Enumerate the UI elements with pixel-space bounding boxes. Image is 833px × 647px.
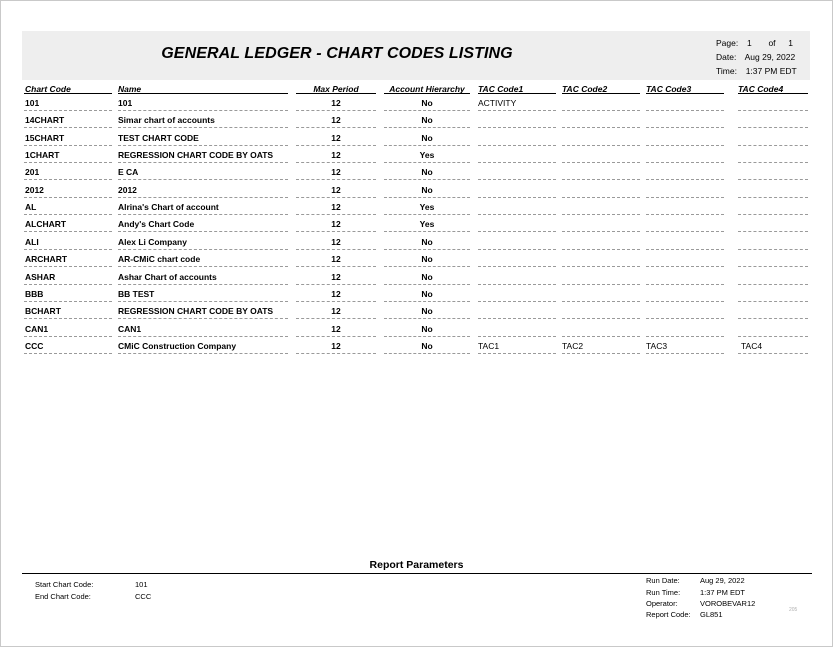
row-separator [296, 162, 376, 163]
row-separator [296, 301, 376, 302]
row-separator [562, 301, 640, 302]
report-code-label: Report Code: [646, 610, 691, 619]
chart-code-cell: 14CHART [25, 115, 65, 126]
row-separator [384, 301, 470, 302]
row-separator [738, 127, 808, 128]
row-separator [478, 145, 556, 146]
row-separator [562, 318, 640, 319]
end-chart-code-label: End Chart Code: [35, 592, 91, 601]
row-separator [118, 284, 288, 285]
chart-code-cell: CAN1 [25, 323, 49, 334]
row-separator [738, 284, 808, 285]
row-separator [646, 145, 724, 146]
tac-code4-cell: TAC4 [741, 340, 763, 351]
max-period-cell: 12 [331, 254, 341, 265]
account-hierarchy-cell: No [421, 323, 433, 334]
row-separator [24, 197, 112, 198]
header-underline [738, 93, 808, 94]
row-separator [738, 249, 808, 250]
chart-name-cell: REGRESSION CHART CODE BY OATS [118, 150, 274, 161]
account-hierarchy-cell: No [421, 288, 433, 299]
row-separator [24, 179, 112, 180]
row-separator [738, 266, 808, 267]
row-separator [646, 162, 724, 163]
row-separator [24, 231, 112, 232]
report-code-value: GL851 [700, 610, 723, 619]
row-separator [562, 162, 640, 163]
chart-name-cell: CMiC Construction Company [118, 340, 237, 351]
row-separator [118, 266, 288, 267]
row-separator [646, 214, 724, 215]
row-separator [384, 179, 470, 180]
row-separator [384, 127, 470, 128]
row-separator [24, 318, 112, 319]
row-separator [562, 231, 640, 232]
max-period-cell: 12 [331, 98, 341, 108]
row-separator [478, 127, 556, 128]
chart-name-cell: REGRESSION CHART CODE BY OATS [118, 306, 274, 317]
row-separator [478, 266, 556, 267]
row-separator [646, 318, 724, 319]
time-label: Time: [716, 66, 737, 76]
max-period-cell: 12 [331, 340, 341, 351]
row-separator [562, 145, 640, 146]
report-title: GENERAL LEDGER - CHART CODES LISTING [161, 45, 513, 62]
row-separator [646, 179, 724, 180]
row-separator [118, 214, 288, 215]
account-hierarchy-cell: No [421, 306, 433, 317]
date-info [716, 52, 795, 62]
chart-code-cell: ARCHART [25, 254, 68, 265]
header-underline [646, 93, 724, 94]
row-separator [24, 214, 112, 215]
table-row [0, 272, 833, 289]
row-separator [384, 145, 470, 146]
row-separator [24, 110, 112, 111]
account-hierarchy-cell: Yes [419, 202, 435, 213]
chart-code-cell: ASHAR [25, 271, 56, 282]
row-separator [384, 318, 470, 319]
row-separator [646, 336, 724, 337]
max-period-cell: 12 [331, 202, 341, 213]
chart-name-cell: TEST CHART CODE [118, 132, 199, 143]
row-separator [118, 110, 288, 111]
row-separator [562, 110, 640, 111]
account-hierarchy-cell: No [421, 115, 433, 126]
account-hierarchy-cell: No [421, 167, 433, 178]
row-separator [562, 249, 640, 250]
col-header-max-period: Max Period [313, 84, 359, 94]
account-hierarchy-cell: No [421, 340, 433, 351]
account-hierarchy-cell: No [421, 132, 433, 143]
max-period-cell: 12 [331, 184, 341, 195]
tac-code1-cell: ACTIVITY [478, 98, 517, 108]
max-period-cell: 12 [331, 115, 341, 126]
date-label: Date: [716, 52, 737, 62]
row-separator [738, 162, 808, 163]
row-separator [478, 162, 556, 163]
run-time-value: 1:37 PM EDT [700, 588, 746, 597]
max-period-cell: 12 [331, 271, 341, 282]
row-separator [24, 145, 112, 146]
chart-name-cell: Andy's Chart Code [118, 219, 195, 230]
row-separator [384, 231, 470, 232]
row-separator [738, 197, 808, 198]
row-separator [478, 336, 556, 337]
header-underline [478, 93, 556, 94]
row-separator [118, 179, 288, 180]
table-row [0, 341, 833, 358]
row-separator [384, 249, 470, 250]
chart-code-cell: BBB [25, 288, 44, 299]
account-hierarchy-cell: Yes [419, 150, 435, 161]
row-separator [24, 249, 112, 250]
table-row [0, 324, 833, 341]
row-separator [562, 179, 640, 180]
time-info [716, 66, 797, 76]
row-separator [646, 353, 724, 354]
chart-code-cell: 15CHART [25, 132, 65, 143]
end-chart-code-value: CCC [135, 592, 152, 601]
row-separator [646, 284, 724, 285]
chart-code-cell: BCHART [25, 306, 61, 317]
footnote-number: 205 [789, 607, 798, 613]
col-header-tac-code2: TAC Code2 [562, 84, 608, 94]
row-separator [118, 318, 288, 319]
start-chart-code-value: 101 [135, 580, 148, 589]
run-date-value: Aug 29, 2022 [700, 576, 745, 585]
row-separator [24, 284, 112, 285]
time-value: 1:37 PM EDT [745, 66, 797, 76]
row-separator [478, 301, 556, 302]
chart-name-cell: CAN1 [118, 323, 142, 334]
row-separator [646, 249, 724, 250]
table-row [0, 306, 833, 323]
run-time-label: Run Time: [646, 588, 681, 597]
table-row [0, 150, 833, 167]
page-total: 1 [788, 38, 794, 48]
row-separator [738, 145, 808, 146]
table-row [0, 219, 833, 236]
max-period-cell: 12 [331, 167, 341, 178]
max-period-cell: 12 [331, 150, 341, 161]
account-hierarchy-cell: No [421, 271, 433, 282]
account-hierarchy-cell: No [421, 184, 433, 195]
row-separator [296, 231, 376, 232]
chart-name-cell: Simar chart of accounts [118, 115, 215, 126]
row-separator [296, 353, 376, 354]
chart-name-cell: 101 [118, 98, 133, 108]
row-separator [646, 197, 724, 198]
max-period-cell: 12 [331, 306, 341, 317]
chart-code-cell: 201 [25, 167, 40, 178]
row-separator [118, 301, 288, 302]
chart-code-cell: 2012 [25, 184, 44, 195]
row-separator [738, 214, 808, 215]
table-row [0, 98, 833, 115]
max-period-cell: 12 [331, 323, 341, 334]
chart-code-cell: ALCHART [25, 219, 67, 230]
row-separator [478, 249, 556, 250]
row-separator [24, 301, 112, 302]
row-separator [24, 336, 112, 337]
row-separator [296, 214, 376, 215]
chart-code-cell: 101 [25, 98, 40, 108]
row-separator [478, 214, 556, 215]
report-parameters-divider [22, 573, 812, 574]
row-separator [118, 127, 288, 128]
tac-code2-cell: TAC2 [562, 340, 584, 351]
start-chart-code-label: Start Chart Code: [35, 580, 94, 589]
table-row [0, 185, 833, 202]
row-separator [646, 127, 724, 128]
row-separator [384, 353, 470, 354]
chart-code-cell: CCC [25, 340, 44, 351]
row-separator [562, 197, 640, 198]
row-separator [384, 162, 470, 163]
table-row [0, 115, 833, 132]
row-separator [646, 266, 724, 267]
chart-name-cell: BB TEST [118, 288, 155, 299]
row-separator [24, 127, 112, 128]
col-header-tac-code4: TAC Code4 [738, 84, 784, 94]
account-hierarchy-cell: No [421, 98, 433, 108]
row-separator [118, 145, 288, 146]
row-separator [646, 301, 724, 302]
row-separator [646, 231, 724, 232]
table-row [0, 202, 833, 219]
row-separator [296, 266, 376, 267]
operator-value: VOROBEVAR12 [700, 599, 756, 608]
operator-label: Operator: [646, 599, 678, 608]
col-header-tac-code3: TAC Code3 [646, 84, 692, 94]
row-separator [118, 231, 288, 232]
row-separator [738, 353, 808, 354]
account-hierarchy-cell: Yes [419, 219, 435, 230]
chart-name-cell: 2012 [118, 184, 137, 195]
row-separator [384, 110, 470, 111]
row-separator [24, 353, 112, 354]
row-separator [646, 110, 724, 111]
header-underline [296, 93, 376, 94]
row-separator [118, 249, 288, 250]
max-period-cell: 12 [331, 219, 341, 230]
row-separator [384, 284, 470, 285]
row-separator [118, 162, 288, 163]
page-number: 1 [746, 38, 752, 48]
chart-name-cell: Alex Li Company [118, 236, 187, 247]
chart-code-cell: ALI [25, 236, 39, 247]
row-separator [562, 127, 640, 128]
row-separator [296, 318, 376, 319]
row-separator [738, 179, 808, 180]
chart-code-cell: 1CHART [25, 150, 60, 161]
row-separator [562, 266, 640, 267]
row-separator [118, 197, 288, 198]
row-separator [296, 249, 376, 250]
col-header-account-hierarchy: Account Hierarchy [389, 84, 465, 94]
max-period-cell: 12 [331, 236, 341, 247]
date-value: Aug 29, 2022 [744, 52, 796, 62]
col-header-chart-code: Chart Code [25, 84, 71, 94]
table-row [0, 167, 833, 184]
chart-name-cell: AR-CMiC chart code [118, 254, 201, 265]
table-row [0, 237, 833, 254]
row-separator [296, 179, 376, 180]
row-separator [738, 110, 808, 111]
row-separator [738, 318, 808, 319]
row-separator [478, 231, 556, 232]
row-separator [478, 284, 556, 285]
chart-code-cell: AL [25, 202, 37, 213]
page-info [716, 38, 793, 48]
chart-name-cell: Alrina's Chart of account [118, 202, 219, 213]
row-separator [562, 353, 640, 354]
row-separator [478, 353, 556, 354]
row-separator [562, 214, 640, 215]
row-separator [738, 301, 808, 302]
row-separator [118, 353, 288, 354]
of-label: of [768, 38, 776, 48]
row-separator [384, 266, 470, 267]
row-separator [296, 145, 376, 146]
header-underline [562, 93, 640, 94]
account-hierarchy-cell: No [421, 236, 433, 247]
run-date-label: Run Date: [646, 576, 680, 585]
tac-code1-cell: TAC1 [478, 340, 500, 351]
max-period-cell: 12 [331, 132, 341, 143]
col-header-name: Name [118, 84, 142, 94]
row-separator [478, 179, 556, 180]
row-separator [24, 266, 112, 267]
table-row [0, 133, 833, 150]
row-separator [296, 127, 376, 128]
row-separator [296, 284, 376, 285]
table-row [0, 254, 833, 271]
row-separator [738, 231, 808, 232]
account-hierarchy-cell: No [421, 254, 433, 265]
row-separator [478, 318, 556, 319]
chart-name-cell: Ashar Chart of accounts [118, 271, 217, 282]
row-separator [384, 214, 470, 215]
header-underline [24, 93, 112, 94]
header-underline [384, 93, 470, 94]
row-separator [478, 110, 556, 111]
row-separator [296, 110, 376, 111]
row-separator [562, 284, 640, 285]
report-parameters-title: Report Parameters [369, 559, 464, 571]
row-separator [296, 197, 376, 198]
row-separator [384, 197, 470, 198]
header-underline [118, 93, 288, 94]
row-separator [384, 336, 470, 337]
row-separator [738, 336, 808, 337]
max-period-cell: 12 [331, 288, 341, 299]
tac-code3-cell: TAC3 [646, 340, 668, 351]
row-separator [296, 336, 376, 337]
page-label: Page: [716, 38, 739, 48]
table-row [0, 289, 833, 306]
col-header-tac-code1: TAC Code1 [478, 84, 524, 94]
chart-name-cell: E CA [118, 167, 139, 178]
row-separator [24, 162, 112, 163]
row-separator [562, 336, 640, 337]
row-separator [118, 336, 288, 337]
row-separator [478, 197, 556, 198]
